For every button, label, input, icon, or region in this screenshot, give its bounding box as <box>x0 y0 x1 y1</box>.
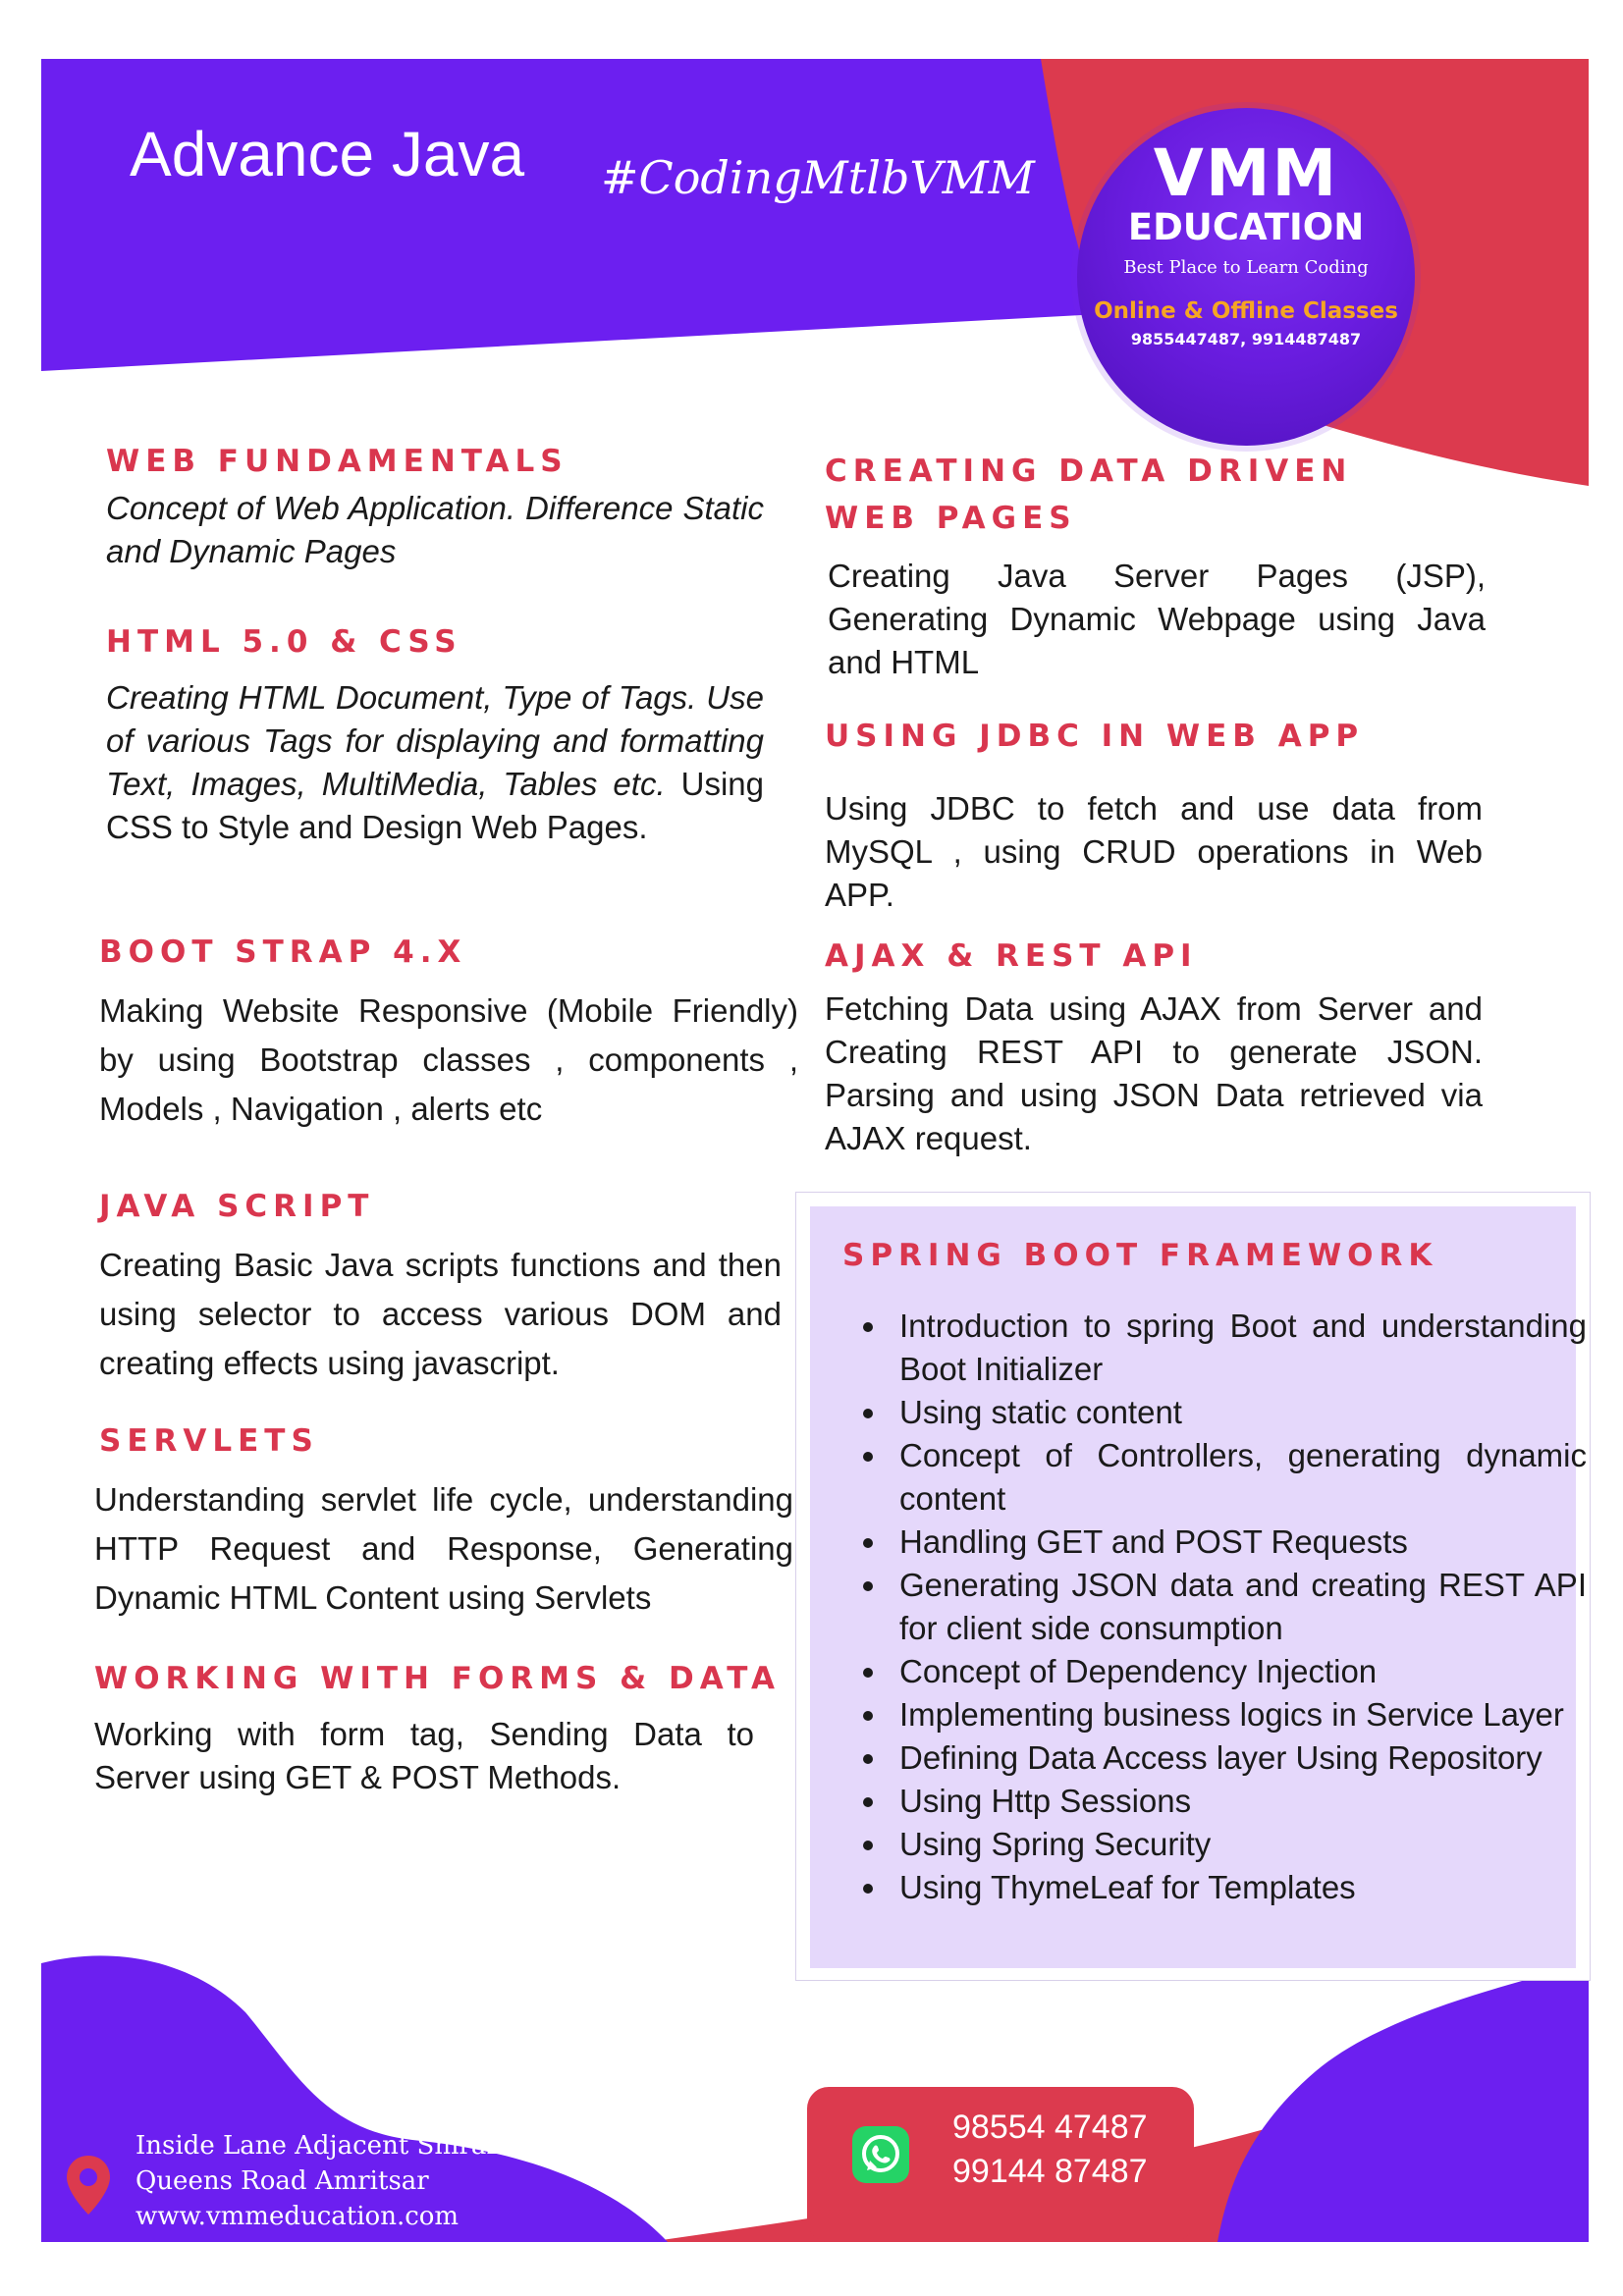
section-body-html-css-italic: Creating HTML Document, Type of Tags. Use of various Tags for displaying and formatting Text, Images, MultiMedia, Tables etc. <box>106 679 764 802</box>
logo-tagline: Best Place to Learn Coding <box>1123 257 1369 278</box>
whatsapp-icon <box>850 2124 911 2185</box>
hashtag: #CodingMtlbVMM <box>601 151 1035 204</box>
section-heading-data-driven: CREATING DATA DRIVEN WEB PAGES <box>825 454 1353 536</box>
section-body-javascript: Creating Basic Java scripts functions and then using selector to access various DOM and creating effects using javascript. <box>99 1247 782 1381</box>
spring-boot-panel-fill <box>810 1206 1587 1968</box>
section-body-html-css <box>106 676 764 849</box>
section-body-bootstrap: Making Website Responsive (Mobile Friendly) by using Bootstrap classes , components , Models , Navigation , alerts etc <box>99 992 798 1127</box>
section-body-web-fundamentals: Concept of Web Application. Difference Static and Dynamic Pages <box>106 490 764 569</box>
section-heading-javascript: JAVA SCRIPT <box>99 1189 375 1224</box>
section-body-forms-data: Working with form tag, Sending Data to Server using GET & POST Methods. <box>94 1716 754 1795</box>
section-heading-bootstrap: BOOT STRAP 4.X <box>99 934 467 970</box>
logo-phones: 9855447487, 9914487487 <box>1130 330 1362 348</box>
section-body-html-css-plain: Using CSS to Style and Design Web Pages. <box>106 766 764 845</box>
list-item: • Using ThymeLeaf for Templates <box>890 1866 1587 1909</box>
logo-brand: VMM <box>1153 135 1339 211</box>
phone-number-2[interactable]: 99144 87487 <box>952 2153 1148 2190</box>
section-heading-forms-data: WORKING WITH FORMS & DATA <box>94 1661 782 1696</box>
spring-boot-panel <box>795 1192 1591 1981</box>
list-item: • Using Http Sessions <box>890 1780 1587 1823</box>
logo-classes: Online & Offline Classes <box>1094 298 1398 324</box>
section-heading-spring-boot: SPRING BOOT FRAMEWORK <box>842 1238 1438 1273</box>
address-line-2: Queens Road Amritsar <box>135 2166 429 2196</box>
logo-subtitle: EDUCATION <box>1127 206 1365 248</box>
list-item: • Concept of Controllers, generating dynamic content <box>890 1434 1587 1521</box>
list-item: • Generating JSON data and creating REST API for client side consumption <box>890 1564 1587 1650</box>
list-item: • Implementing business logics in Service Layer <box>890 1693 1587 1736</box>
list-item: • Concept of Dependency Injection <box>890 1650 1587 1693</box>
list-item: • Introduction to spring Boot and understanding Boot Initializer <box>890 1305 1587 1391</box>
section-heading-html-css: HTML 5.0 & CSS <box>106 624 462 660</box>
spring-boot-topic-list <box>864 1305 1587 1909</box>
section-body-data-driven: Creating Java Server Pages (JSP), Generating Dynamic Webpage using Java and HTML <box>828 558 1486 680</box>
list-item: • Using Spring Security <box>890 1823 1587 1866</box>
section-body-jdbc: Using JDBC to fetch and use data from MySQL , using CRUD operations in Web APP. <box>825 790 1483 913</box>
section-heading-servlets: SERVLETS <box>99 1423 319 1459</box>
location-pin-icon <box>65 2154 112 2216</box>
section-heading-jdbc: USING JDBC IN WEB APP <box>825 719 1365 754</box>
section-body-servlets: Understanding servlet life cycle, understanding HTTP Request and Response, Generating Dynamic HTML Content using Servlets <box>94 1481 793 1616</box>
section-heading-web-fundamentals: WEB FUNDAMENTALS <box>106 444 568 479</box>
address-line-1: Inside Lane Adjacent Shiraz Hotel <box>135 2131 579 2161</box>
section-body-ajax-rest: Fetching Data using AJAX from Server and Creating REST API to generate JSON. Parsing and using JSON Data retrieved via AJAX request. <box>825 990 1483 1156</box>
section-heading-ajax-rest: AJAX & REST API <box>825 938 1198 974</box>
page-title: Advance Java <box>130 119 525 189</box>
list-item: • Using static content <box>890 1391 1587 1434</box>
list-item: • Handling GET and POST Requests <box>890 1521 1587 1564</box>
website-link[interactable]: www.vmmeducation.com <box>135 2202 460 2231</box>
phone-number-1[interactable]: 98554 47487 <box>952 2109 1148 2146</box>
list-item: • Defining Data Access layer Using Repository <box>890 1736 1587 1780</box>
logo <box>1077 108 1415 446</box>
